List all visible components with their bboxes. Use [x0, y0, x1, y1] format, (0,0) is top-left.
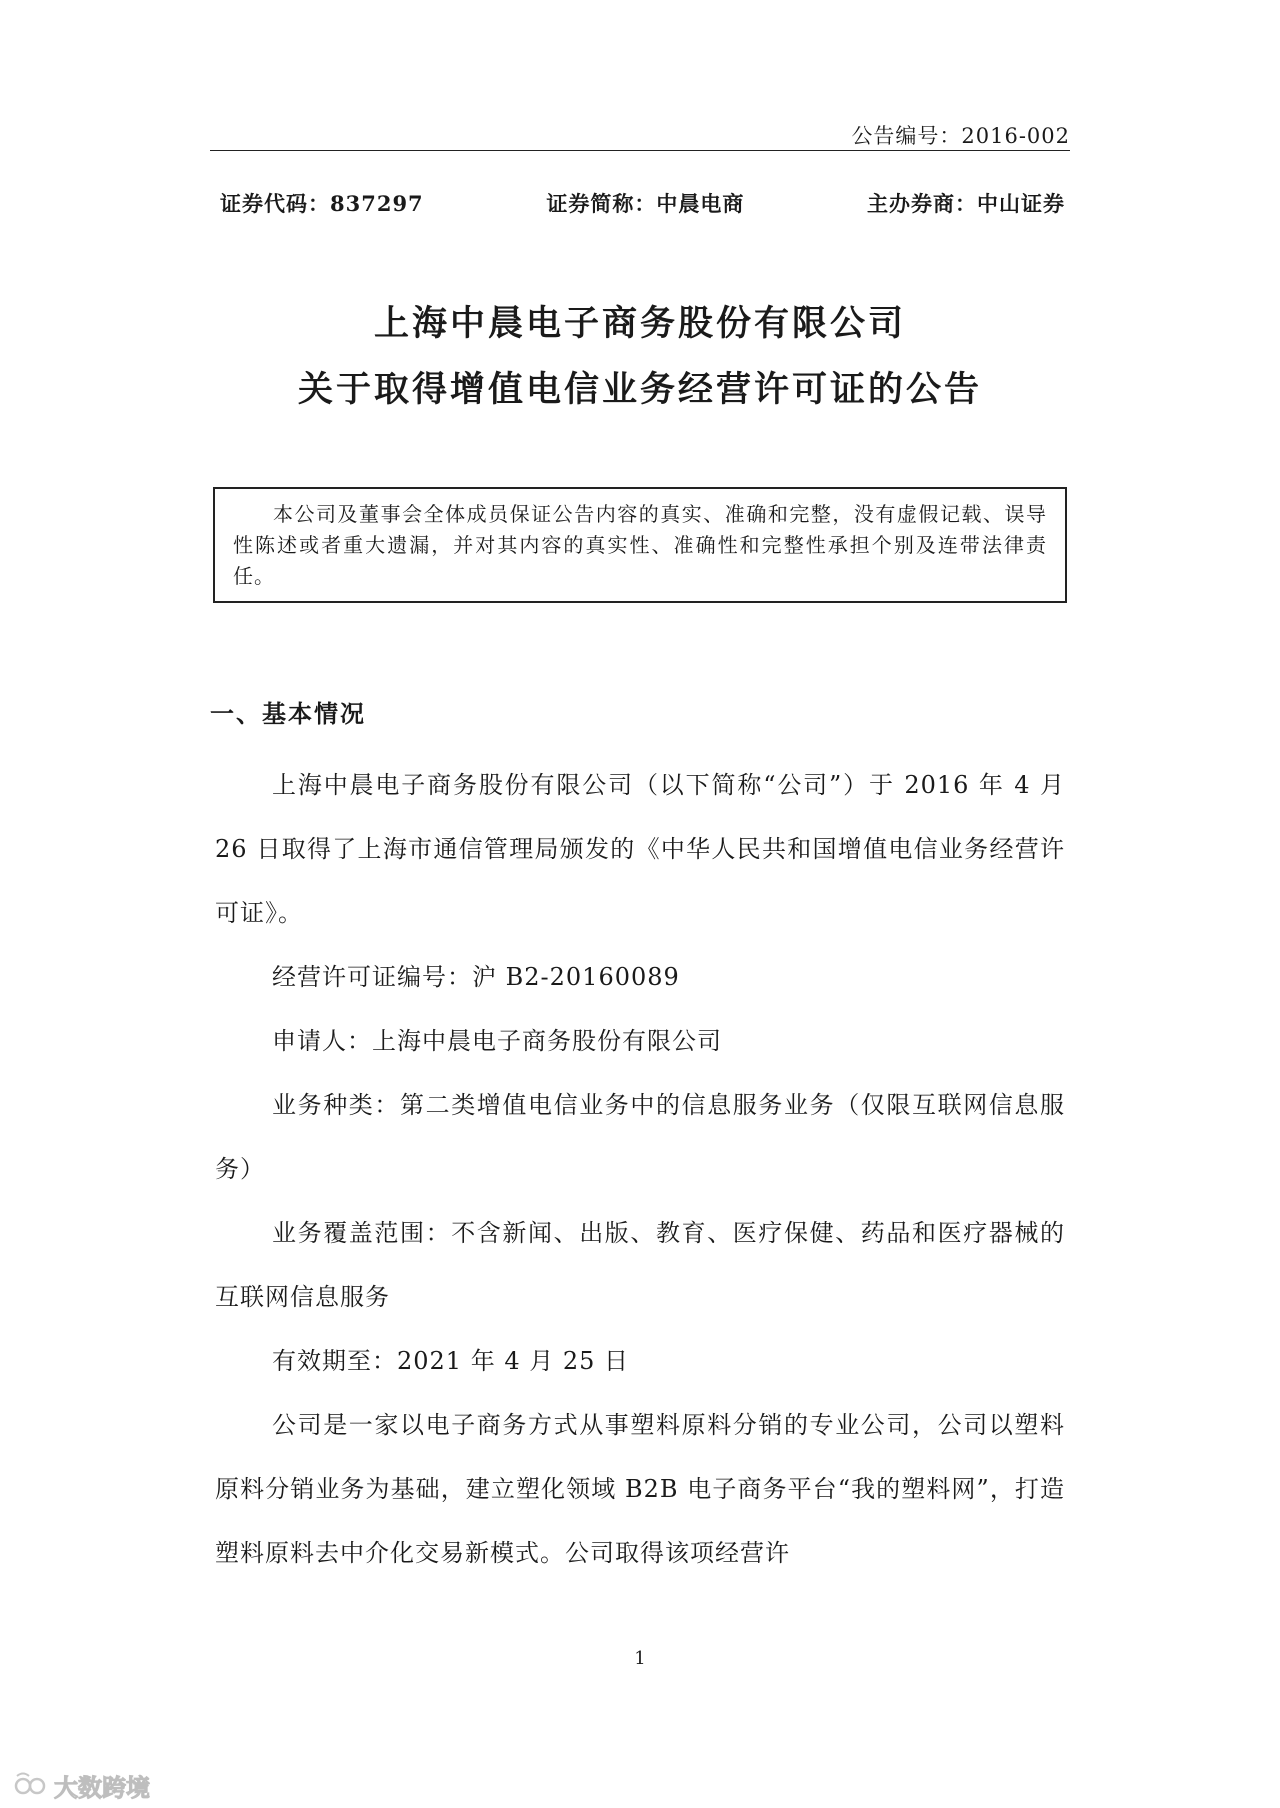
paragraph-license-number: 经营许可证编号：沪 B2-20160089	[272, 963, 680, 991]
watermark-text: 大数跨境	[54, 1774, 150, 1802]
header-rule	[210, 150, 1070, 151]
paragraph-validity: 有效期至：2021 年 4 月 25 日	[272, 1347, 630, 1375]
page-number: 1	[634, 1648, 646, 1669]
securities-abbreviation: 证券简称：中晨电商	[546, 191, 745, 216]
title-line-1: 上海中晨电子商务股份有限公司	[373, 303, 906, 344]
watermark	[14, 1768, 150, 1803]
paragraph-business-type: 业务种类：第二类增值电信业务中的信息服务业务（仅限互联网信息服务）	[215, 1091, 1065, 1183]
logo-icon	[14, 1771, 48, 1801]
disclaimer-notice-box: 本公司及董事会全体成员保证公告内容的真实、准确和完整，没有虚假记载、误导性陈述或者重大遗漏，并对其内容的真实性、准确性和完整性承担个别及连带法律责任。	[213, 487, 1067, 603]
paragraph-intro: 上海中晨电子商务股份有限公司（以下简称“公司”）于 2016 年 4 月 26 日取得了上海市通信管理局颁发的《中华人民共和国增值电信业务经营许可证》。	[215, 771, 1065, 927]
sponsor-broker: 主办券商：中山证券	[866, 191, 1065, 216]
section-body	[215, 753, 1065, 1585]
paragraph-company-description: 公司是一家以电子商务方式从事塑料原料分销的专业公司，公司以塑料原料分销业务为基础，建立塑化领域 B2B 电子商务平台“我的塑料网”，打造塑料原料去中介化交易新模式。公司取得该项经营许	[215, 1411, 1065, 1567]
paragraph-applicant: 申请人：上海中晨电子商务股份有限公司	[272, 1027, 722, 1055]
announcement-number: 公告编号：2016-002	[851, 124, 1070, 148]
securities-info-row	[220, 188, 1065, 218]
section-heading: 一、基本情况	[210, 699, 366, 728]
securities-code: 证券代码：837297	[220, 191, 424, 216]
title-line-2: 关于取得增值电信业务经营许可证的公告	[297, 369, 982, 410]
paragraph-coverage: 业务覆盖范围：不含新闻、出版、教育、医疗保健、药品和医疗器械的互联网信息服务	[215, 1219, 1065, 1311]
